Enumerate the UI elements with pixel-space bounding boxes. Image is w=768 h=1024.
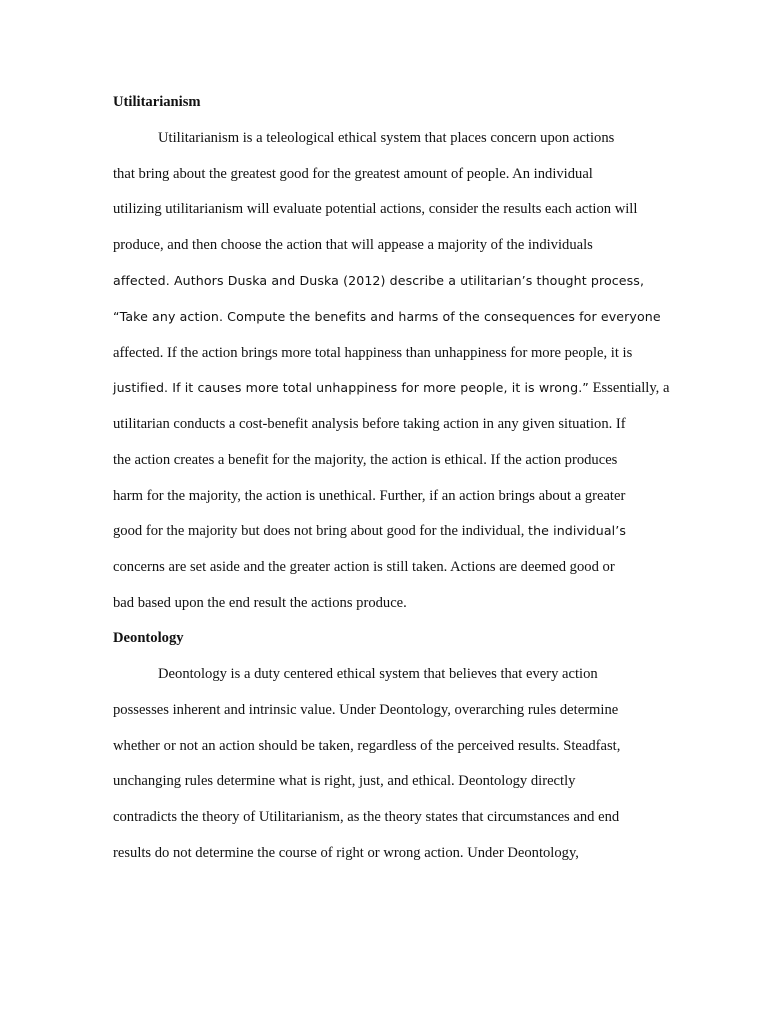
heading-deontology: Deontology <box>113 630 184 646</box>
paragraph-line: produce, and then choose the action that will appease a majority of the individuals <box>113 237 593 253</box>
paragraph-line <box>113 272 644 290</box>
paragraph-line: concerns are set aside and the greater action is still taken. Actions are deemed good or <box>113 559 615 575</box>
paragraph-line: the action creates a benefit for the majority, the action is ethical. If the action produces <box>113 452 618 468</box>
paragraph-line: Deontology is a duty centered ethical system that believes that every action <box>158 666 598 682</box>
quote-line: “Take any action. Compute the benefits and harms of the consequences for everyone <box>113 309 661 324</box>
text-span: Authors Duska and Duska (2012) describe a utilitarian’s thought process, <box>173 273 645 288</box>
text-span: affected. <box>113 273 174 288</box>
paragraph-line: results do not determine the course of right or wrong action. Under Deontology, <box>113 845 579 861</box>
text-span: Essentially, a <box>588 380 670 396</box>
paragraph-line: possesses inherent and intrinsic value. Under Deontology, overarching rules determine <box>113 702 619 718</box>
text-span: the individual’s <box>528 523 626 538</box>
paragraph-line: affected. If the action brings more total happiness than unhappiness for more people, it is <box>113 345 633 361</box>
text-span: good for the majority but does not bring about good for the individual, <box>113 523 529 539</box>
paragraph-line: Utilitarianism is a teleological ethical system that places concern upon actions <box>158 130 615 146</box>
quote-span: justified. If it causes more total unhappiness for more people, it is wrong.” <box>113 380 589 395</box>
paragraph-line: unchanging rules determine what is right, just, and ethical. Deontology directly <box>113 773 576 789</box>
paragraph-line: contradicts the theory of Utilitarianism, as the theory states that circumstances and end <box>113 809 620 825</box>
paragraph-line <box>113 522 626 540</box>
paragraph-line: bad based upon the end result the actions produce. <box>113 595 407 611</box>
paragraph-line: that bring about the greatest good for the greatest amount of people. An individual <box>113 166 593 182</box>
paragraph-line: harm for the majority, the action is unethical. Further, if an action brings about a greater <box>113 488 626 504</box>
paragraph-line: whether or not an action should be taken, regardless of the perceived results. Steadfast, <box>113 738 621 754</box>
paragraph-line: utilitarian conducts a cost-benefit analysis before taking action in any given situation. If <box>113 416 626 432</box>
paragraph-line <box>113 379 669 397</box>
paragraph-line: utilizing utilitarianism will evaluate potential actions, consider the results each action will <box>113 201 638 217</box>
heading-utilitarianism: Utilitarianism <box>113 94 201 110</box>
